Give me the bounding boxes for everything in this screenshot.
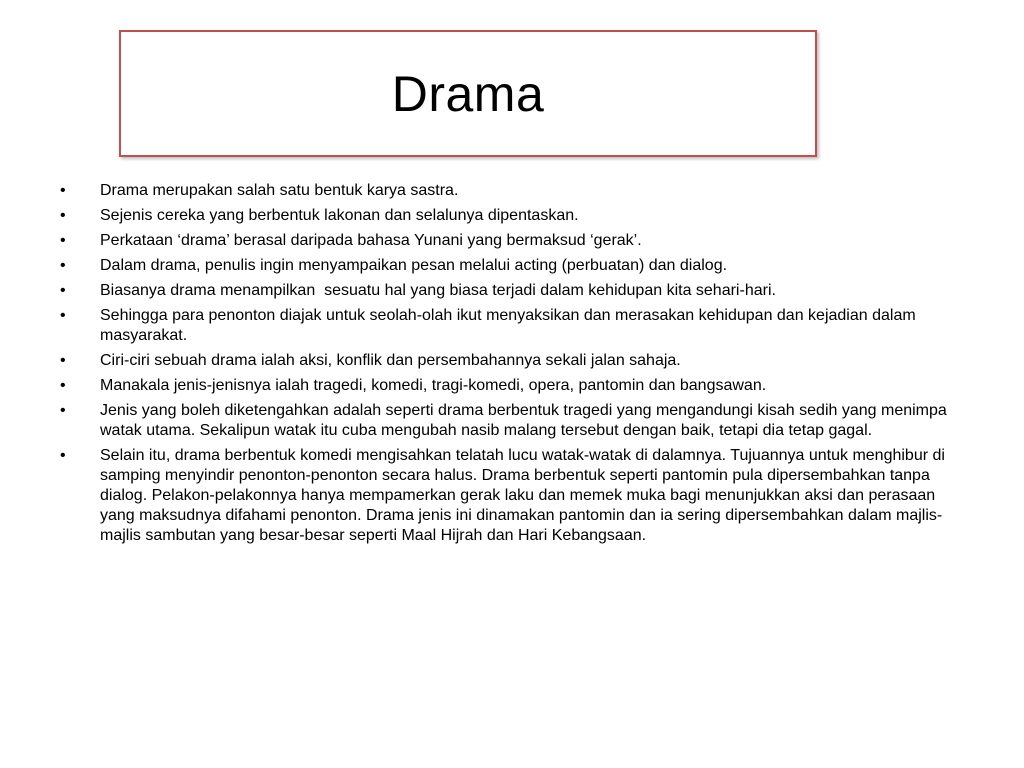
bullet-item <box>60 351 970 371</box>
bullet-item <box>60 256 970 276</box>
bullet-dot: • <box>60 282 66 299</box>
bullet-item <box>60 446 970 546</box>
bullet-text: Sejenis cereka yang berbentuk lakonan dan selalunya dipentaskan. <box>100 207 579 224</box>
slide-title: Drama <box>391 65 545 122</box>
bullet-text: Manakala jenis-jenisnya ialah tragedi, komedi, tragi-komedi, opera, pantomin dan bangsawan. <box>100 377 767 394</box>
bullet-list <box>60 181 970 551</box>
bullet-dot: • <box>60 377 66 394</box>
bullet-dot: • <box>60 257 66 274</box>
bullet-text: Selain itu, drama berbentuk komedi mengisahkan telatah lucu watak-watak di dalamnya. Tujuannya untuk menghibur di samping menyindir penonton-penonton secara halus. Drama berbentuk seperti pantomin pula dipersembahkan tanpa dialog. Pelakon-pelakonnya hanya mempamerkan gerak laku dan memek muka bagi menunjukkan aksi dan perasaan yang maksudnya difahami penonton. Drama jenis ini dinamakan pantomin dan ia sering dipersembahkan dalam majlis-majlis sambutan yang besar-besar seperti Maal Hijrah dan Hari Kebangsaan. <box>100 447 945 544</box>
bullet-item <box>60 376 970 396</box>
bullet-dot: • <box>60 232 66 249</box>
bullet-dot: • <box>60 307 66 324</box>
bullet-dot: • <box>60 182 66 199</box>
bullet-text: Jenis yang boleh diketengahkan adalah seperti drama berbentuk tragedi yang mengandungi kisah sedih yang menimpa watak utama. Sekalipun watak itu cuba mengubah nasib malang tersebut dengan baik, tetapi dia tetap gagal. <box>100 402 947 439</box>
bullet-item <box>60 206 970 226</box>
bullet-item <box>60 231 970 251</box>
bullet-text: Ciri-ciri sebuah drama ialah aksi, konflik dan persembahannya sekali jalan sahaja. <box>100 352 681 369</box>
bullet-text: Biasanya drama menampilkan sesuatu hal yang biasa terjadi dalam kehidupan kita sehari-hari. <box>100 282 776 299</box>
slide-title-box <box>119 30 817 157</box>
bullet-text: Sehingga para penonton diajak untuk seolah-olah ikut menyaksikan dan merasakan kehidupan dan kejadian dalam masyarakat. <box>100 307 916 344</box>
bullet-item <box>60 306 970 346</box>
bullet-text: Perkataan ‘drama’ berasal daripada bahasa Yunani yang bermaksud ‘gerak’. <box>100 232 642 249</box>
bullet-dot: • <box>60 207 66 224</box>
bullet-dot: • <box>60 402 66 419</box>
bullet-text: Drama merupakan salah satu bentuk karya sastra. <box>100 182 459 199</box>
bullet-dot: • <box>60 447 66 464</box>
bullet-text: Dalam drama, penulis ingin menyampaikan pesan melalui acting (perbuatan) dan dialog. <box>100 257 728 274</box>
bullet-item <box>60 281 970 301</box>
bullet-item <box>60 181 970 201</box>
bullet-dot: • <box>60 352 66 369</box>
bullet-item <box>60 401 970 441</box>
